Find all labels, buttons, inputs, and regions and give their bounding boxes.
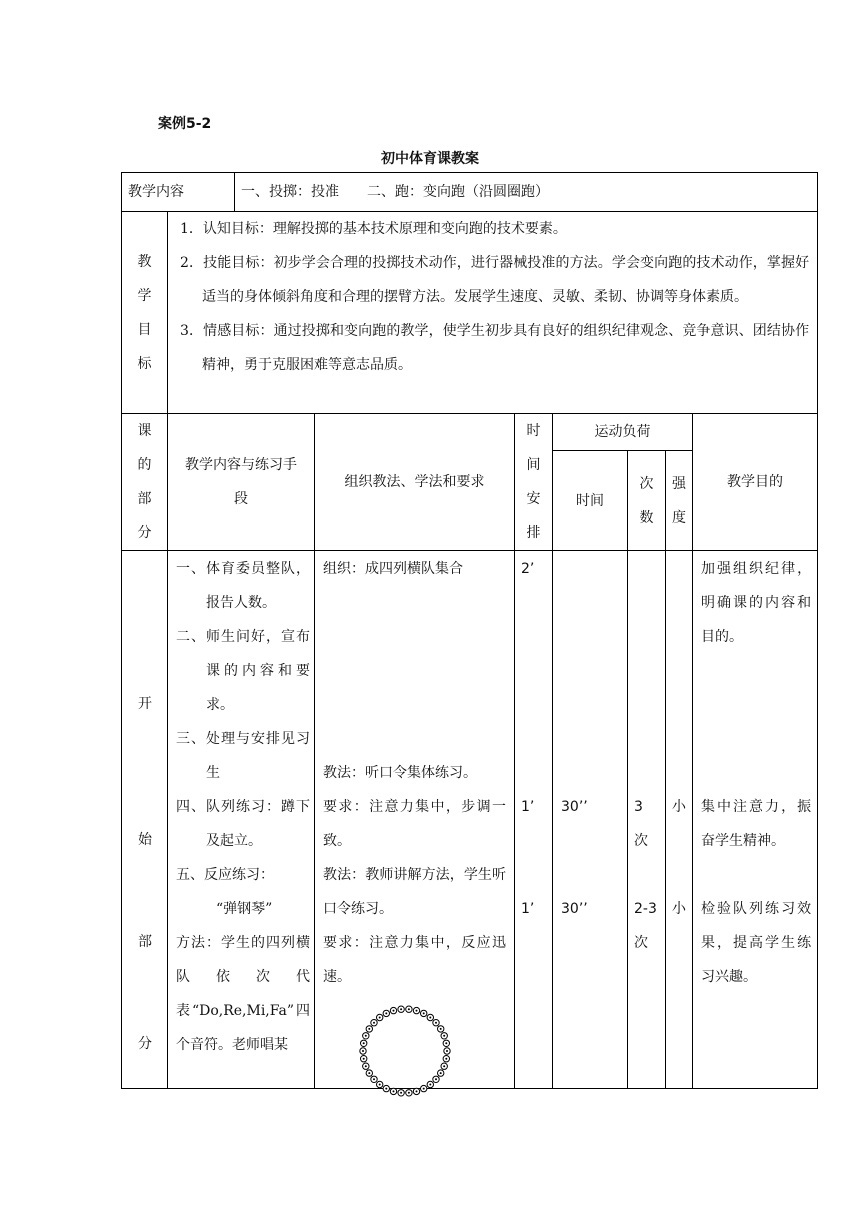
student-marker-dot — [445, 1058, 447, 1060]
student-marker-dot — [363, 1042, 365, 1044]
opening-content — [168, 551, 315, 1089]
lesson-plan-table — [121, 172, 818, 1089]
header-count-char: 次 — [639, 475, 654, 492]
student-marker-dot — [408, 1092, 410, 1094]
goals-label-char: 学 — [137, 287, 152, 304]
student-marker-dot — [416, 1010, 418, 1012]
goals-label — [122, 212, 168, 414]
goals-cell — [168, 212, 818, 414]
header-time-char: 排 — [526, 525, 541, 541]
student-marker-dot — [393, 1010, 395, 1012]
content-item-1: 一、体育委员整队，报告人数。 — [176, 561, 310, 611]
header-time-char: 时 — [526, 423, 541, 439]
student-marker-dot — [365, 1065, 367, 1067]
goal-skill: 2．技能目标：初步学会合理的投掷技术动作，进行器械投准的方法。学会变向跑的技术动作，掌握好适当的身体倾斜角度和合理的摆臂方法。发展学生速度、灵敏、柔韧、协调等身体素质。 — [180, 255, 810, 305]
content-label: 教学内容 — [122, 173, 235, 212]
header-time-char: 安 — [526, 491, 541, 507]
goal-cognitive: 1．认知目标：理解投掷的基本技术原理和变向跑的技术要素。 — [180, 221, 567, 237]
student-marker-dot — [362, 1050, 364, 1052]
content-item-5-name: “弹钢琴” — [216, 901, 273, 917]
student-marker-dot — [373, 1022, 375, 1024]
method-react-teach: 教法：教师讲解方法，学生听口令练习。 — [323, 867, 506, 917]
opening-part-char: 部 — [138, 934, 152, 950]
content-item-5: 五、反应练习： — [176, 867, 274, 883]
opening-purposes — [693, 551, 818, 1089]
opening-part-char: 开 — [138, 696, 152, 712]
opening-part-char: 始 — [138, 832, 152, 848]
student-marker-dot — [423, 1012, 425, 1014]
goal-affective: 3．情感目标：通过投掷和变向跑的教学，使学生初步具有良好的组织纪律观念、竞争意识、团结协作精神，勇于克服困难等意志品质。 — [180, 323, 810, 373]
student-marker-dot — [446, 1050, 448, 1052]
student-marker-dot — [443, 1065, 445, 1067]
document-title: 初中体育课教案 — [381, 151, 479, 167]
header-part — [122, 414, 168, 551]
student-marker-dot — [435, 1078, 437, 1080]
header-load-count — [628, 451, 666, 551]
header-intensity-char: 度 — [672, 509, 686, 526]
header-count-char: 数 — [639, 509, 654, 526]
header-part-char: 分 — [137, 525, 152, 541]
header-intensity-char: 强 — [672, 475, 686, 492]
student-marker-dot — [363, 1058, 365, 1060]
content-item-3: 三、处理与安排见习生 — [176, 731, 310, 781]
method-drill-teach: 教法：听口令集体练习。 — [323, 765, 477, 781]
student-marker-dot — [400, 1008, 402, 1010]
goals-label-char: 目 — [137, 321, 152, 338]
purpose-organize: 加强组织纪律，明确课的内容和目的。 — [701, 561, 812, 645]
time-drill: 1’ — [521, 799, 535, 815]
student-marker-dot — [416, 1090, 418, 1092]
student-marker-dot — [435, 1022, 437, 1024]
student-marker-dot — [445, 1042, 447, 1044]
method-react-require: 要求：注意力集中，反应迅速。 — [323, 935, 506, 985]
student-marker-dot — [429, 1084, 431, 1086]
student-marker-dot — [440, 1028, 442, 1030]
header-method: 组织教法、学法和要求 — [315, 414, 515, 551]
opening-load-times — [553, 551, 628, 1089]
student-marker-dot — [393, 1090, 395, 1092]
header-content: 教学内容与练习手段 — [168, 414, 315, 551]
load-time-drill: 30’’ — [561, 799, 588, 815]
count-drill-unit: 次 — [634, 833, 648, 849]
content-item-2: 二、师生问好，宣布课的内容和要求。 — [176, 629, 310, 713]
method-drill-require: 要求：注意力集中，步调一致。 — [323, 799, 506, 849]
opening-methods — [315, 551, 515, 1089]
header-part-char: 的 — [137, 457, 152, 473]
header-load-intensity — [666, 451, 693, 551]
opening-times — [515, 551, 553, 1089]
content-item-5-method: 方法：学生的四列横队依次代表“Do,Re,Mi,Fa”四个音符。老师唱某 — [176, 935, 310, 1053]
student-marker-dot — [373, 1078, 375, 1080]
header-load-time: 时间 — [553, 451, 628, 551]
student-marker-dot — [408, 1008, 410, 1010]
count-react-unit: 次 — [634, 935, 648, 951]
student-marker-dot — [368, 1072, 370, 1074]
case-label: 案例5-2 — [158, 116, 212, 132]
count-react-value: 2-3 — [634, 901, 657, 917]
student-marker-dot — [365, 1035, 367, 1037]
student-marker-dot — [429, 1017, 431, 1019]
header-time-char: 间 — [526, 457, 541, 473]
student-marker-dot — [368, 1028, 370, 1030]
method-organize: 组织：成四列横队集合 — [323, 561, 463, 577]
opening-part-label — [122, 551, 168, 1089]
header-purpose: 教学目的 — [693, 414, 818, 551]
goals-label-char: 标 — [137, 355, 152, 372]
opening-part-char: 分 — [138, 1036, 152, 1052]
goals-label-char: 教 — [137, 253, 152, 270]
student-marker-dot — [379, 1084, 381, 1086]
opening-counts — [628, 551, 666, 1089]
opening-intensity — [666, 551, 693, 1089]
time-react: 1’ — [521, 901, 535, 917]
purpose-drill: 集中注意力，振奋学生精神。 — [701, 799, 812, 849]
header-time — [515, 414, 553, 551]
student-marker-dot — [400, 1092, 402, 1094]
student-marker-dot — [385, 1012, 387, 1014]
count-drill-value: 3 — [634, 799, 643, 815]
student-marker-dot — [423, 1088, 425, 1090]
student-marker-dot — [440, 1072, 442, 1074]
purpose-react: 检验队列练习效果，提高学生练习兴趣。 — [701, 901, 812, 985]
student-marker-dot — [385, 1088, 387, 1090]
intensity-drill: 小 — [672, 799, 686, 815]
header-part-char: 部 — [137, 491, 152, 507]
intensity-react: 小 — [672, 901, 686, 917]
student-marker-dot — [379, 1017, 381, 1019]
student-marker-dot — [443, 1035, 445, 1037]
header-part-char: 课 — [137, 423, 152, 439]
content-item-4: 四、队列练习：蹲下及起立。 — [176, 799, 310, 849]
header-load: 运动负荷 — [553, 414, 693, 451]
content-value: 一、投掷：投准 二、跑：变向跑（沿圆圈跑） — [235, 173, 818, 212]
circle-formation-diagram — [357, 1003, 453, 1099]
time-organize: 2’ — [521, 561, 535, 577]
load-time-react: 30’’ — [561, 901, 588, 917]
